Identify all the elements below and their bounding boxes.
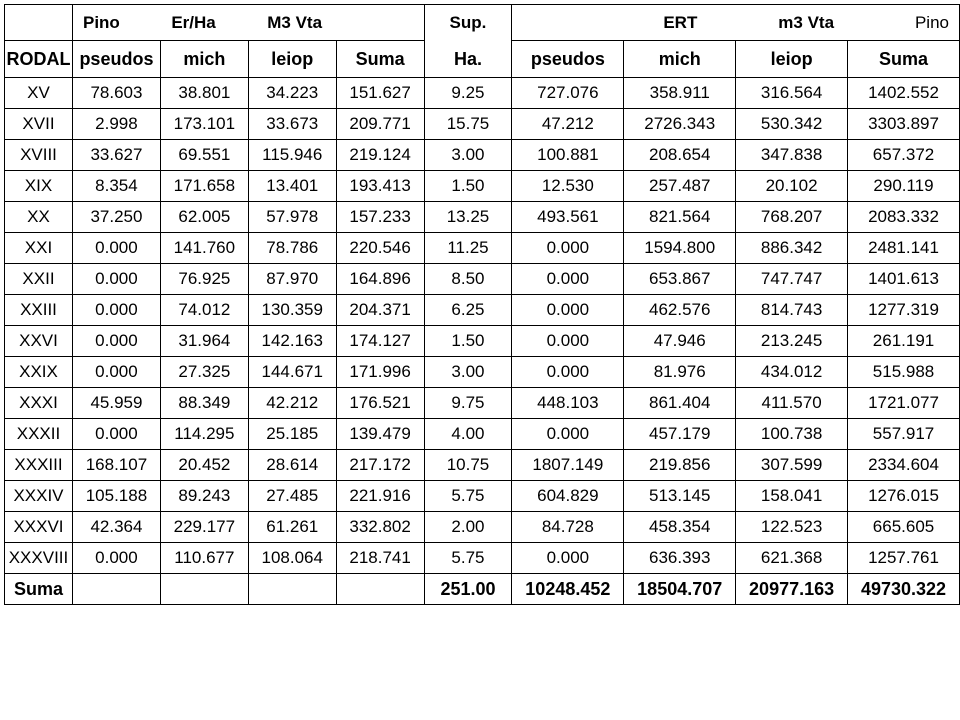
sup-header: Sup. — [424, 5, 512, 41]
er-ha-mich-cell: 69.551 — [160, 140, 248, 171]
ert-suma-cell: 657.372 — [848, 140, 960, 171]
col-header-leiop: leiop — [248, 41, 336, 78]
er-ha-pseudos-cell: 2.998 — [72, 109, 160, 140]
rodal-cell: XX — [5, 202, 73, 233]
er-ha-mich-cell: 89.243 — [160, 481, 248, 512]
er-ha-suma-cell: 204.371 — [336, 295, 424, 326]
right-group-header — [512, 5, 960, 41]
ert-leiop-cell: 316.564 — [736, 78, 848, 109]
rodal-cell: XXXII — [5, 419, 73, 450]
er-ha-mich-cell: 114.295 — [160, 419, 248, 450]
er-ha-pseudos-cell: 0.000 — [72, 233, 160, 264]
er-ha-leiop-cell: 42.212 — [248, 388, 336, 419]
table-row — [5, 326, 960, 357]
ert-mich-cell: 861.404 — [624, 388, 736, 419]
ert-leiop-cell: 307.599 — [736, 450, 848, 481]
er-ha-pseudos-cell: 0.000 — [72, 326, 160, 357]
er-ha-suma-cell: 139.479 — [336, 419, 424, 450]
right-group-m3vta: m3 Vta — [778, 13, 835, 32]
rodal-cell: XVII — [5, 109, 73, 140]
ert-mich-cell: 2726.343 — [624, 109, 736, 140]
ert-suma-cell: 1276.015 — [848, 481, 960, 512]
total-ert-pseudos-cell: 10248.452 — [512, 574, 624, 605]
er-ha-leiop-cell: 13.401 — [248, 171, 336, 202]
ert-pseudos-cell: 0.000 — [512, 264, 624, 295]
er-ha-suma-cell: 151.627 — [336, 78, 424, 109]
sup-cell: 3.00 — [424, 357, 512, 388]
ert-leiop-cell: 100.738 — [736, 419, 848, 450]
total-ert-suma-cell: 49730.322 — [848, 574, 960, 605]
total-empty-cell — [336, 574, 424, 605]
sup-cell: 9.75 — [424, 388, 512, 419]
er-ha-suma-cell: 217.172 — [336, 450, 424, 481]
ert-pseudos-cell: 493.561 — [512, 202, 624, 233]
sup-cell: 4.00 — [424, 419, 512, 450]
ert-mich-cell: 457.179 — [624, 419, 736, 450]
ert-leiop-cell: 411.570 — [736, 388, 848, 419]
ert-suma-cell: 290.119 — [848, 171, 960, 202]
ert-suma-cell: 515.988 — [848, 357, 960, 388]
er-ha-suma-cell: 209.771 — [336, 109, 424, 140]
sup-cell: 8.50 — [424, 264, 512, 295]
col-header-ert-leiop: leiop — [736, 41, 848, 78]
rodal-cell: XXXIV — [5, 481, 73, 512]
er-ha-mich-cell: 141.760 — [160, 233, 248, 264]
er-ha-pseudos-cell: 0.000 — [72, 295, 160, 326]
right-group-ert: ERT — [663, 13, 698, 32]
ert-suma-cell: 2481.141 — [848, 233, 960, 264]
er-ha-pseudos-cell: 105.188 — [72, 481, 160, 512]
col-header-suma: Suma — [336, 41, 424, 78]
ert-leiop-cell: 747.747 — [736, 264, 848, 295]
er-ha-leiop-cell: 27.485 — [248, 481, 336, 512]
header-row-1 — [5, 5, 960, 41]
er-ha-pseudos-cell: 0.000 — [72, 264, 160, 295]
ert-mich-cell: 358.911 — [624, 78, 736, 109]
er-ha-mich-cell: 229.177 — [160, 512, 248, 543]
rodal-header-top — [5, 5, 73, 41]
ert-mich-cell: 208.654 — [624, 140, 736, 171]
ert-leiop-cell: 814.743 — [736, 295, 848, 326]
er-ha-suma-cell: 332.802 — [336, 512, 424, 543]
ert-mich-cell: 257.487 — [624, 171, 736, 202]
er-ha-mich-cell: 173.101 — [160, 109, 248, 140]
er-ha-leiop-cell: 130.359 — [248, 295, 336, 326]
rodal-volume-table — [4, 4, 960, 605]
table-row — [5, 388, 960, 419]
col-header-ert-suma: Suma — [848, 41, 960, 78]
er-ha-leiop-cell: 144.671 — [248, 357, 336, 388]
rodal-cell: XVIII — [5, 140, 73, 171]
ert-leiop-cell: 347.838 — [736, 140, 848, 171]
ha-header: Ha. — [424, 41, 512, 78]
er-ha-leiop-cell: 142.163 — [248, 326, 336, 357]
sup-cell: 1.50 — [424, 326, 512, 357]
er-ha-mich-cell: 74.012 — [160, 295, 248, 326]
col-header-ert-pseudos: pseudos — [512, 41, 624, 78]
er-ha-mich-cell: 38.801 — [160, 78, 248, 109]
er-ha-pseudos-cell: 42.364 — [72, 512, 160, 543]
ert-pseudos-cell: 0.000 — [512, 543, 624, 574]
table-row — [5, 78, 960, 109]
left-group-m3vta: M3 Vta — [267, 13, 323, 32]
ert-leiop-cell: 530.342 — [736, 109, 848, 140]
rodal-cell: XXXVI — [5, 512, 73, 543]
er-ha-mich-cell: 171.658 — [160, 171, 248, 202]
er-ha-pseudos-cell: 33.627 — [72, 140, 160, 171]
er-ha-pseudos-cell: 45.959 — [72, 388, 160, 419]
ert-suma-cell: 261.191 — [848, 326, 960, 357]
right-group-pino: Pino — [914, 13, 949, 32]
er-ha-pseudos-cell: 8.354 — [72, 171, 160, 202]
ert-mich-cell: 458.354 — [624, 512, 736, 543]
ert-leiop-cell: 158.041 — [736, 481, 848, 512]
er-ha-leiop-cell: 25.185 — [248, 419, 336, 450]
rodal-cell: XXII — [5, 264, 73, 295]
rodal-header: RODAL — [5, 41, 73, 78]
er-ha-leiop-cell: 33.673 — [248, 109, 336, 140]
ert-pseudos-cell: 0.000 — [512, 295, 624, 326]
ert-leiop-cell: 768.207 — [736, 202, 848, 233]
er-ha-leiop-cell: 28.614 — [248, 450, 336, 481]
ert-pseudos-cell: 0.000 — [512, 357, 624, 388]
ert-mich-cell: 653.867 — [624, 264, 736, 295]
ert-suma-cell: 1721.077 — [848, 388, 960, 419]
ert-suma-cell: 665.605 — [848, 512, 960, 543]
er-ha-leiop-cell: 87.970 — [248, 264, 336, 295]
col-header-ert-mich: mich — [624, 41, 736, 78]
er-ha-mich-cell: 110.677 — [160, 543, 248, 574]
er-ha-pseudos-cell: 0.000 — [72, 419, 160, 450]
ert-suma-cell: 3303.897 — [848, 109, 960, 140]
er-ha-leiop-cell: 57.978 — [248, 202, 336, 233]
er-ha-mich-cell: 27.325 — [160, 357, 248, 388]
rodal-cell: XXXIII — [5, 450, 73, 481]
rodal-cell: XXIII — [5, 295, 73, 326]
er-ha-leiop-cell: 78.786 — [248, 233, 336, 264]
er-ha-leiop-cell: 34.223 — [248, 78, 336, 109]
ert-suma-cell: 1277.319 — [848, 295, 960, 326]
rodal-cell: XV — [5, 78, 73, 109]
ert-pseudos-cell: 0.000 — [512, 419, 624, 450]
sup-cell: 11.25 — [424, 233, 512, 264]
ert-suma-cell: 2083.332 — [848, 202, 960, 233]
er-ha-leiop-cell: 115.946 — [248, 140, 336, 171]
rodal-cell: XIX — [5, 171, 73, 202]
ert-pseudos-cell: 47.212 — [512, 109, 624, 140]
ert-leiop-cell: 886.342 — [736, 233, 848, 264]
table-row — [5, 543, 960, 574]
sup-cell: 5.75 — [424, 543, 512, 574]
er-ha-suma-cell: 164.896 — [336, 264, 424, 295]
rodal-cell: XXVI — [5, 326, 73, 357]
sup-cell: 13.25 — [424, 202, 512, 233]
er-ha-leiop-cell: 61.261 — [248, 512, 336, 543]
total-empty-cell — [72, 574, 160, 605]
ert-mich-cell: 462.576 — [624, 295, 736, 326]
sup-cell: 6.25 — [424, 295, 512, 326]
ert-suma-cell: 557.917 — [848, 419, 960, 450]
sup-cell: 2.00 — [424, 512, 512, 543]
ert-suma-cell: 2334.604 — [848, 450, 960, 481]
table-row — [5, 233, 960, 264]
sup-cell: 1.50 — [424, 171, 512, 202]
ert-pseudos-cell: 448.103 — [512, 388, 624, 419]
ert-pseudos-cell: 84.728 — [512, 512, 624, 543]
col-header-pseudos: pseudos — [72, 41, 160, 78]
er-ha-mich-cell: 20.452 — [160, 450, 248, 481]
left-group-pino: Pino — [82, 13, 120, 32]
total-sup-cell: 251.00 — [424, 574, 512, 605]
er-ha-mich-cell: 76.925 — [160, 264, 248, 295]
sup-cell: 15.75 — [424, 109, 512, 140]
ert-leiop-cell: 20.102 — [736, 171, 848, 202]
ert-pseudos-cell: 604.829 — [512, 481, 624, 512]
ert-suma-cell: 1257.761 — [848, 543, 960, 574]
er-ha-pseudos-cell: 37.250 — [72, 202, 160, 233]
table-row — [5, 450, 960, 481]
ert-mich-cell: 47.946 — [624, 326, 736, 357]
table-row — [5, 264, 960, 295]
ert-mich-cell: 636.393 — [624, 543, 736, 574]
total-ert-leiop-cell: 20977.163 — [736, 574, 848, 605]
ert-mich-cell: 821.564 — [624, 202, 736, 233]
er-ha-pseudos-cell: 0.000 — [72, 543, 160, 574]
ert-leiop-cell: 434.012 — [736, 357, 848, 388]
ert-mich-cell: 219.856 — [624, 450, 736, 481]
table-row — [5, 140, 960, 171]
rodal-cell: XXIX — [5, 357, 73, 388]
table-row — [5, 512, 960, 543]
table-row — [5, 419, 960, 450]
ert-leiop-cell: 621.368 — [736, 543, 848, 574]
table-row — [5, 171, 960, 202]
er-ha-suma-cell: 157.233 — [336, 202, 424, 233]
ert-pseudos-cell: 1807.149 — [512, 450, 624, 481]
ert-suma-cell: 1402.552 — [848, 78, 960, 109]
rodal-cell: XXI — [5, 233, 73, 264]
total-empty-cell — [248, 574, 336, 605]
header-row-2 — [5, 41, 960, 78]
ert-mich-cell: 81.976 — [624, 357, 736, 388]
sup-cell: 9.25 — [424, 78, 512, 109]
col-header-mich: mich — [160, 41, 248, 78]
left-group-er-ha: Er/Ha — [171, 13, 216, 32]
er-ha-mich-cell: 62.005 — [160, 202, 248, 233]
table-row — [5, 295, 960, 326]
er-ha-suma-cell: 219.124 — [336, 140, 424, 171]
er-ha-suma-cell: 176.521 — [336, 388, 424, 419]
er-ha-suma-cell: 174.127 — [336, 326, 424, 357]
er-ha-suma-cell: 171.996 — [336, 357, 424, 388]
ert-pseudos-cell: 0.000 — [512, 233, 624, 264]
total-row — [5, 574, 960, 605]
table-row — [5, 481, 960, 512]
ert-pseudos-cell: 100.881 — [512, 140, 624, 171]
ert-leiop-cell: 122.523 — [736, 512, 848, 543]
er-ha-suma-cell: 193.413 — [336, 171, 424, 202]
rodal-cell: XXXVIII — [5, 543, 73, 574]
ert-mich-cell: 1594.800 — [624, 233, 736, 264]
er-ha-mich-cell: 31.964 — [160, 326, 248, 357]
er-ha-pseudos-cell: 78.603 — [72, 78, 160, 109]
er-ha-mich-cell: 88.349 — [160, 388, 248, 419]
rodal-cell: XXXI — [5, 388, 73, 419]
table-row — [5, 202, 960, 233]
sup-cell: 3.00 — [424, 140, 512, 171]
er-ha-pseudos-cell: 168.107 — [72, 450, 160, 481]
er-ha-pseudos-cell: 0.000 — [72, 357, 160, 388]
er-ha-leiop-cell: 108.064 — [248, 543, 336, 574]
sup-cell: 10.75 — [424, 450, 512, 481]
table-row — [5, 357, 960, 388]
ert-mich-cell: 513.145 — [624, 481, 736, 512]
er-ha-suma-cell: 221.916 — [336, 481, 424, 512]
ert-pseudos-cell: 0.000 — [512, 326, 624, 357]
ert-pseudos-cell: 12.530 — [512, 171, 624, 202]
total-label-cell: Suma — [5, 574, 73, 605]
ert-leiop-cell: 213.245 — [736, 326, 848, 357]
sup-cell: 5.75 — [424, 481, 512, 512]
table-row — [5, 109, 960, 140]
ert-suma-cell: 1401.613 — [848, 264, 960, 295]
er-ha-suma-cell: 218.741 — [336, 543, 424, 574]
left-group-header — [72, 5, 424, 41]
er-ha-suma-cell: 220.546 — [336, 233, 424, 264]
total-ert-mich-cell: 18504.707 — [624, 574, 736, 605]
total-empty-cell — [160, 574, 248, 605]
ert-pseudos-cell: 727.076 — [512, 78, 624, 109]
